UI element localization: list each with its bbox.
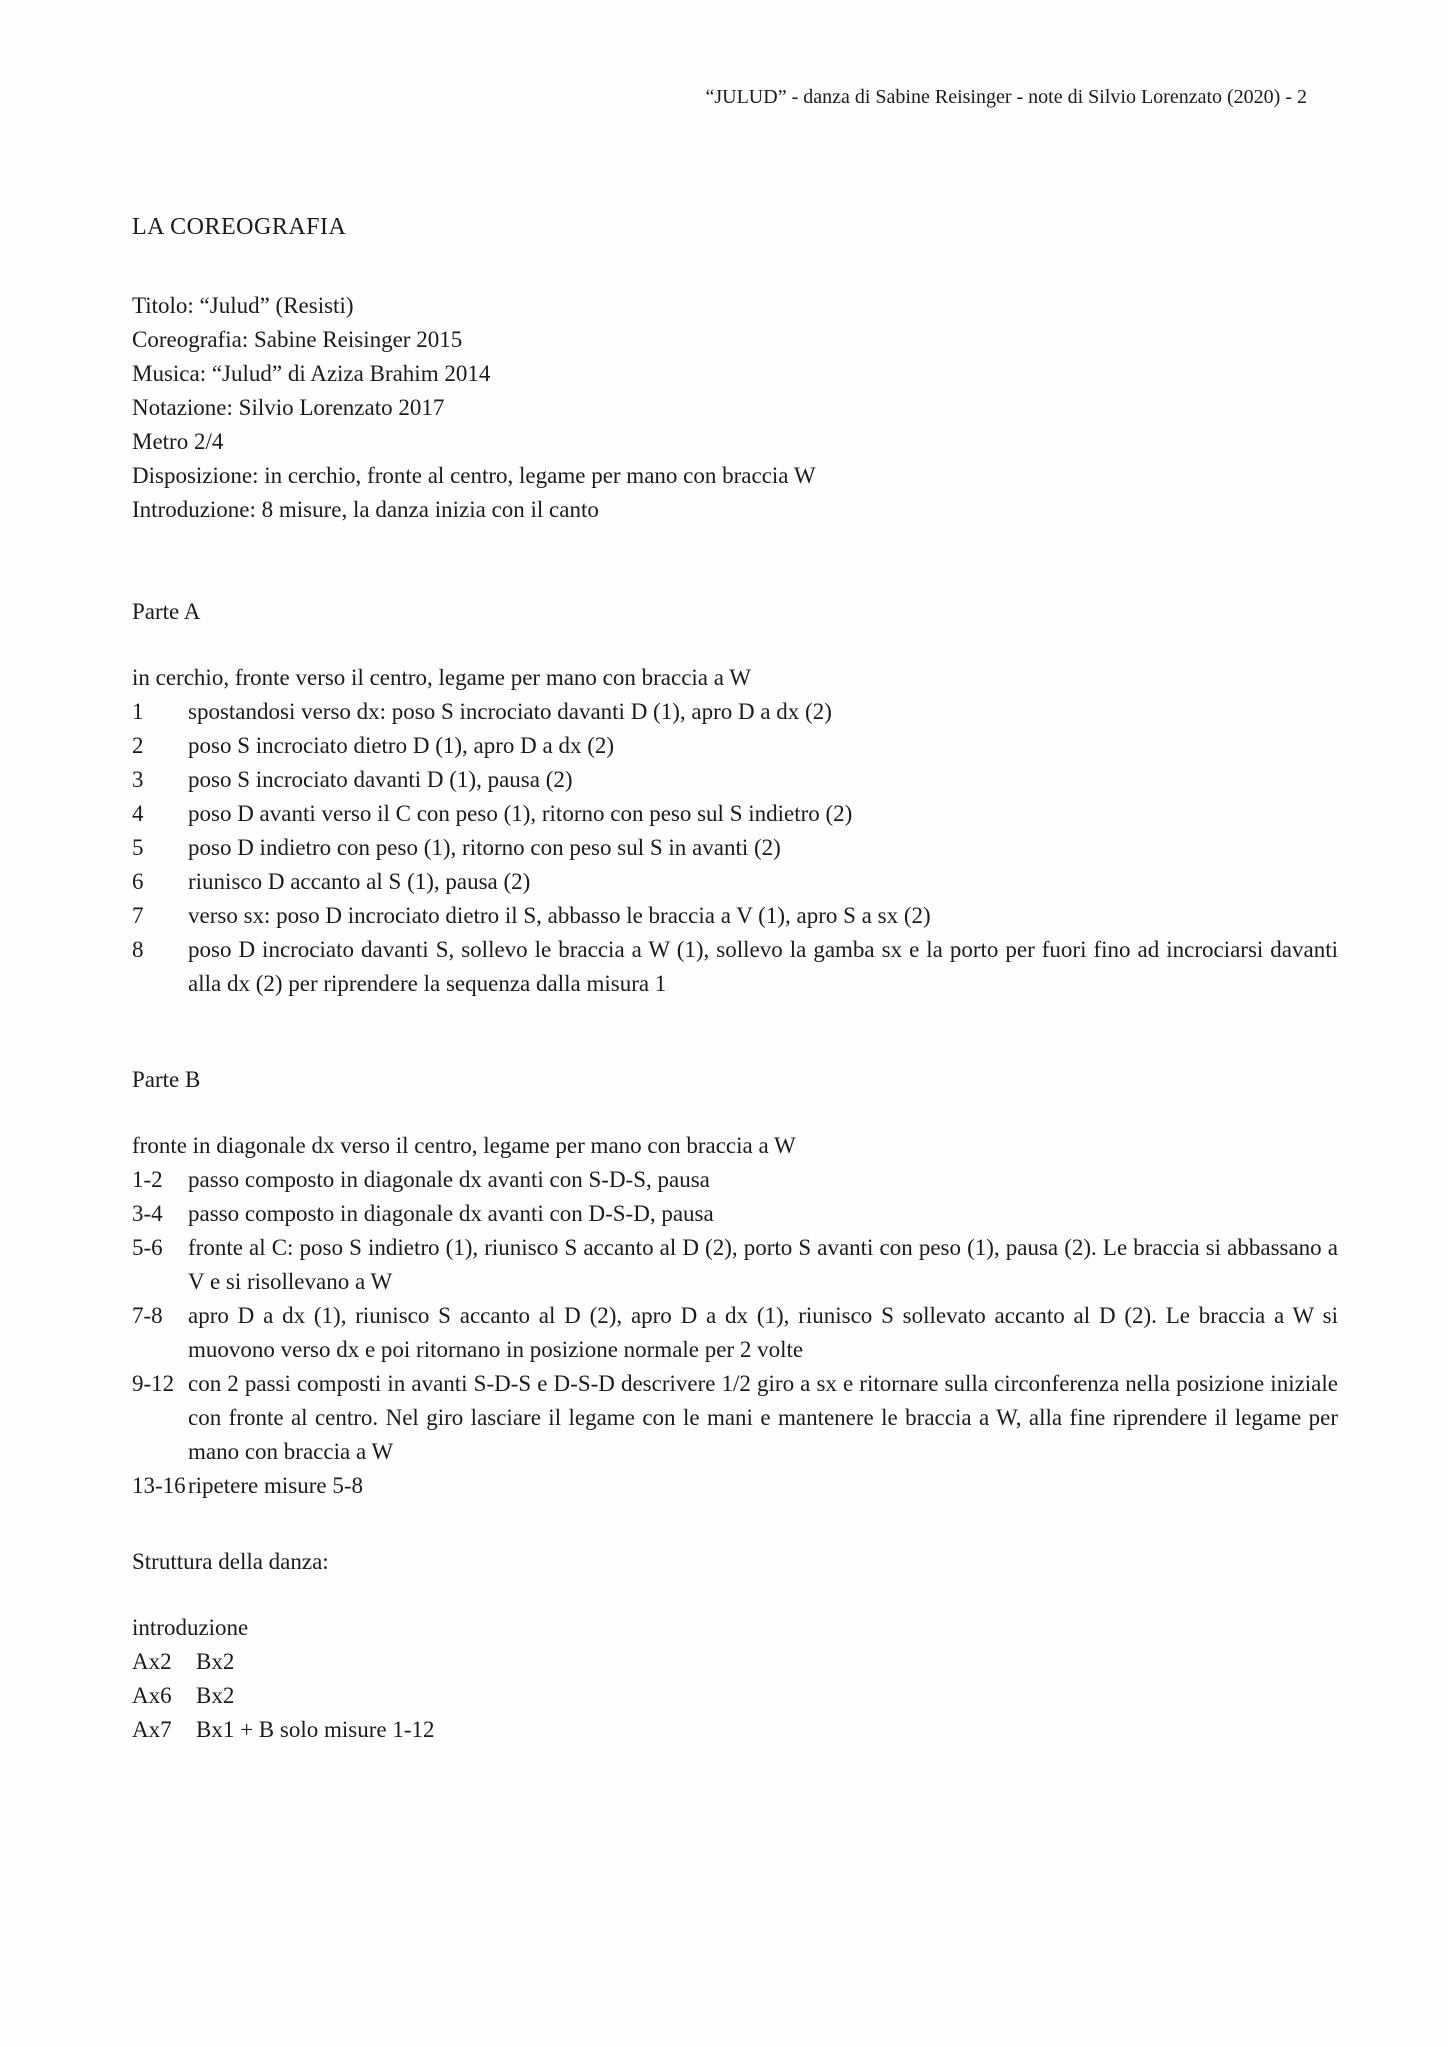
measure-number: 1-2 xyxy=(132,1167,163,1192)
measure-text: poso D indietro con peso (1), ritorno con peso sul S in avanti (2) xyxy=(188,835,781,860)
structure-part-a: Ax7 xyxy=(132,1717,172,1742)
parte-b-intro: fronte in diagonale dx verso il centro, legame per mano con braccia a W xyxy=(132,1133,796,1158)
measure-number: 7 xyxy=(132,903,144,928)
meta-line-disposizione: Disposizione: in cerchio, fronte al centro, legame per mano con braccia W xyxy=(132,463,816,488)
measure-text: ripetere misure 5-8 xyxy=(188,1473,363,1498)
measure-row xyxy=(132,1163,1338,1197)
measure-text: passo composto in diagonale dx avanti con S-D-S, pausa xyxy=(188,1167,710,1192)
section-heading-parte-b: Parte B xyxy=(132,1067,201,1092)
measure-text: poso D avanti verso il C con peso (1), ritorno con peso sul S indietro (2) xyxy=(188,801,853,826)
meta-line-titolo: Titolo: “Julud” (Resisti) xyxy=(132,293,354,318)
measure-text: poso S incrociato dietro D (1), apro D a dx (2) xyxy=(188,733,615,758)
document-body xyxy=(132,209,1338,1747)
structure-row xyxy=(132,1645,1338,1679)
measure-number: 5-6 xyxy=(132,1235,163,1260)
measure-number: 3-4 xyxy=(132,1201,163,1226)
meta-line-coreografia: Coreografia: Sabine Reisinger 2015 xyxy=(132,327,463,352)
structure-part-b: Bx2 xyxy=(196,1683,235,1708)
measure-row xyxy=(132,831,1338,865)
measure-text: con 2 passi composti in avanti S-D-S e D-S-D descrivere 1/2 giro a sx e ritornare sulla circonferenza nella posizione iniziale con fronte al centro. Nel giro lasciare il legame con le mani e mantenere le braccia a W, alla fine riprendere il legame per mano con braccia a W xyxy=(188,1371,1338,1464)
page-header-text: “JULUD” - danza di Sabine Reisinger - note di Silvio Lorenzato (2020) - 2 xyxy=(705,86,1307,108)
measure-row xyxy=(132,1367,1338,1469)
measure-number: 2 xyxy=(132,733,144,758)
meta-line-notazione: Notazione: Silvio Lorenzato 2017 xyxy=(132,395,445,420)
parte-a-measures xyxy=(132,695,1338,1001)
metadata-block xyxy=(132,289,1338,527)
measure-number: 6 xyxy=(132,869,144,894)
meta-line-musica: Musica: “Julud” di Aziza Brahim 2014 xyxy=(132,361,491,386)
measure-text: spostandosi verso dx: poso S incrociato davanti D (1), apro D a dx (2) xyxy=(188,699,832,724)
structure-intro: introduzione xyxy=(132,1615,249,1640)
page-header xyxy=(0,85,1448,109)
structure-part-a: Ax6 xyxy=(132,1683,172,1708)
measure-row xyxy=(132,797,1338,831)
structure-row xyxy=(132,1679,1338,1713)
measure-number: 3 xyxy=(132,767,144,792)
measure-text: apro D a dx (1), riunisco S accanto al D (2), apro D a dx (1), riunisco S sollevato accanto al D (2). Le braccia a W si muovono verso dx e poi ritornano in posizione normale per 2 volte xyxy=(188,1303,1338,1362)
parte-b-measures xyxy=(132,1163,1338,1503)
measure-number: 9-12 xyxy=(132,1371,175,1396)
measure-text: riunisco D accanto al S (1), pausa (2) xyxy=(188,869,531,894)
measure-row xyxy=(132,933,1338,1001)
measure-row xyxy=(132,899,1338,933)
measure-number: 5 xyxy=(132,835,144,860)
meta-line-metro: Metro 2/4 xyxy=(132,429,224,454)
measure-number: 1 xyxy=(132,699,144,724)
structure-part-b: Bx1 + B solo misure 1-12 xyxy=(196,1717,435,1742)
structure-part-a: Ax2 xyxy=(132,1649,172,1674)
measure-row xyxy=(132,1197,1338,1231)
measure-number: 7-8 xyxy=(132,1303,163,1328)
measure-row xyxy=(132,1299,1338,1367)
measure-row xyxy=(132,865,1338,899)
meta-line-introduzione: Introduzione: 8 misure, la danza inizia con il canto xyxy=(132,497,599,522)
measure-row xyxy=(132,729,1338,763)
measure-row xyxy=(132,1469,1338,1503)
measure-number: 13-16 xyxy=(132,1473,186,1498)
structure-rows xyxy=(132,1645,1338,1747)
measure-number: 8 xyxy=(132,937,144,962)
measure-row xyxy=(132,1231,1338,1299)
measure-text: passo composto in diagonale dx avanti con D-S-D, pausa xyxy=(188,1201,714,1226)
measure-row xyxy=(132,763,1338,797)
section-heading-parte-a: Parte A xyxy=(132,599,201,624)
measure-text: verso sx: poso D incrociato dietro il S, abbasso le braccia a V (1), apro S a sx (2) xyxy=(188,903,931,928)
measure-row xyxy=(132,695,1338,729)
section-heading-struttura: Struttura della danza: xyxy=(132,1549,329,1574)
parte-a-intro: in cerchio, fronte verso il centro, legame per mano con braccia a W xyxy=(132,665,752,690)
measure-text: poso S incrociato davanti D (1), pausa (2) xyxy=(188,767,573,792)
measure-number: 4 xyxy=(132,801,144,826)
measure-text: fronte al C: poso S indietro (1), riunisco S accanto al D (2), porto S avanti con peso (1), pausa (2). Le braccia si abbassano a V e si risollevano a W xyxy=(188,1235,1338,1294)
structure-row xyxy=(132,1713,1338,1747)
measure-text: poso D incrociato davanti S, sollevo le braccia a W (1), sollevo la gamba sx e la porto per fuori fino ad incrociarsi davanti alla dx (2) per riprendere la sequenza dalla misura 1 xyxy=(188,937,1338,996)
structure-part-b: Bx2 xyxy=(196,1649,235,1674)
document-title: LA COREOGRAFIA xyxy=(132,214,347,240)
